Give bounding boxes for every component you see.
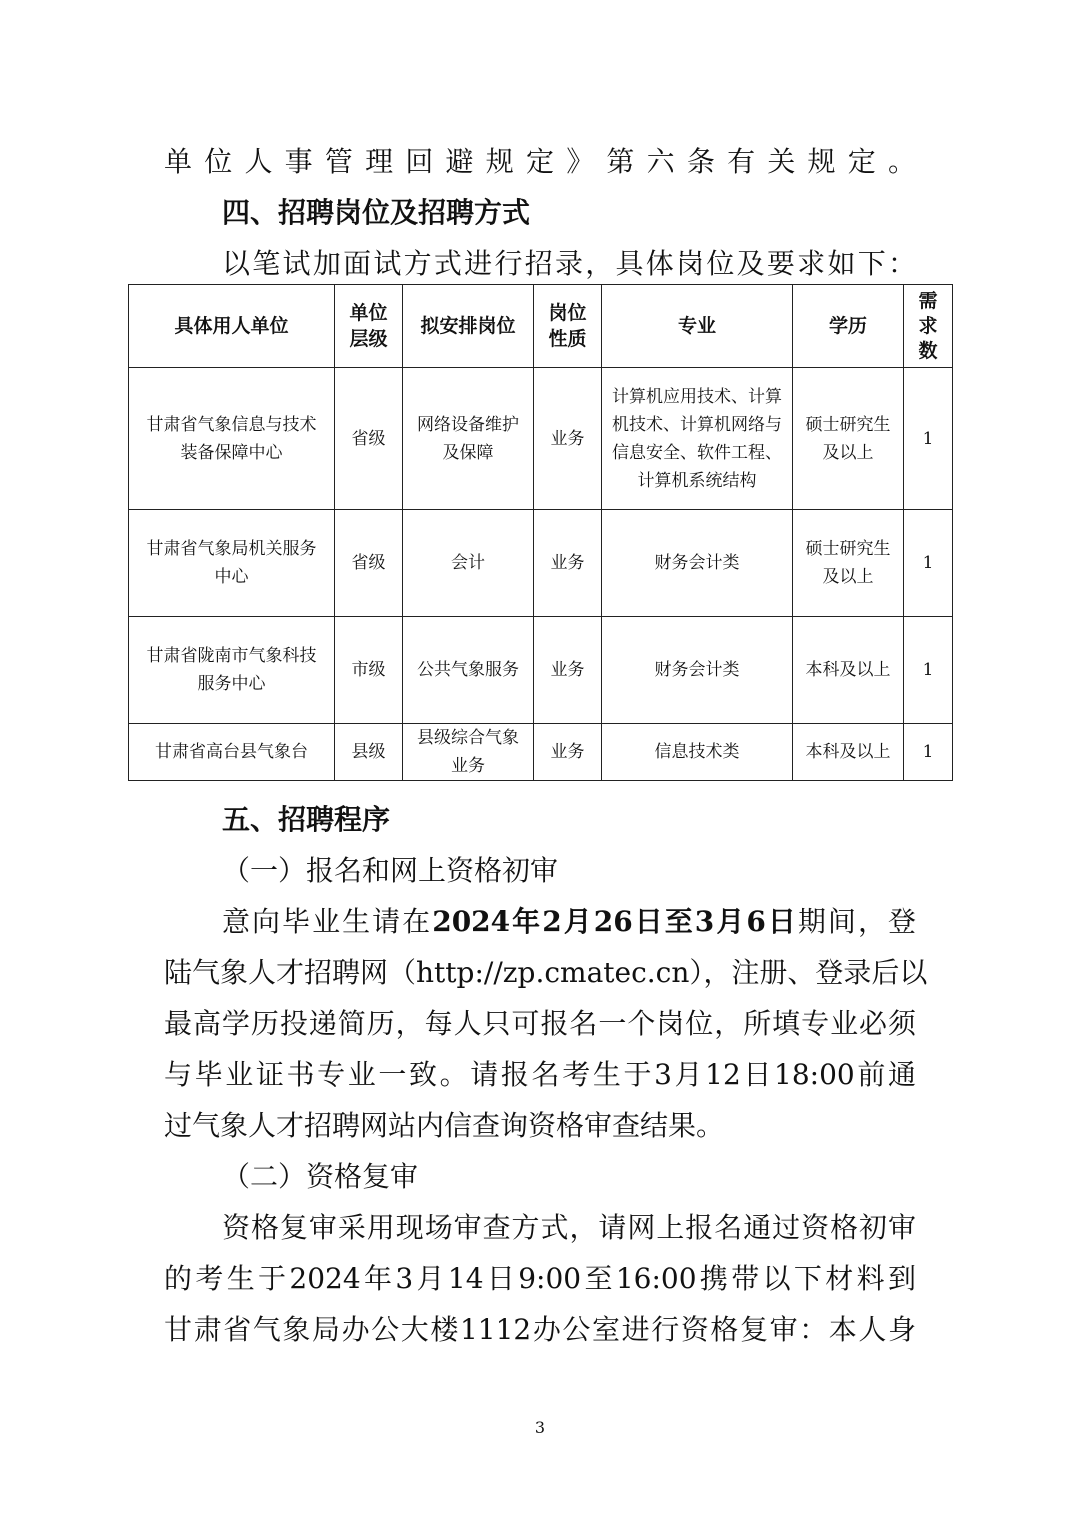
header-post: 拟安排岗位 bbox=[403, 285, 534, 368]
cell-level: 省级 bbox=[335, 510, 403, 617]
cell-nature: 业务 bbox=[534, 617, 602, 724]
registration-period: 2024年2月26日至3月6日 bbox=[432, 905, 798, 938]
section-5-heading: 五、招聘程序 bbox=[222, 803, 391, 836]
cell-unit: 甘肃省气象信息与技术装备保障中心 bbox=[129, 368, 335, 510]
cell-count: 1 bbox=[904, 617, 953, 724]
cell-post: 公共气象服务 bbox=[403, 617, 534, 724]
paragraph-line: 单位人事管理回避规定》第六条有关规定。 bbox=[164, 145, 916, 178]
paragraph-line: 甘肃省气象局办公大楼1112办公室进行资格复审：本人身 bbox=[164, 1313, 916, 1346]
cell-major: 计算机应用技术、计算机技术、计算机网络与信息安全、软件工程、计算机系统结构 bbox=[602, 368, 793, 510]
header-level: 单位层级 bbox=[335, 285, 403, 368]
section-4-heading: 四、招聘岗位及招聘方式 bbox=[222, 196, 531, 229]
paragraph-line: 资格复审采用现场审查方式，请网上报名通过资格初审 bbox=[222, 1211, 916, 1244]
table-row bbox=[129, 510, 953, 617]
table-header-row bbox=[129, 285, 953, 368]
text-segment: 期间，登 bbox=[797, 905, 916, 938]
cell-post: 网络设备维护及保障 bbox=[403, 368, 534, 510]
header-major: 专业 bbox=[602, 285, 793, 368]
cell-education: 本科及以上 bbox=[793, 617, 904, 724]
page-number: 3 bbox=[534, 1418, 546, 1437]
positions-table bbox=[128, 284, 953, 781]
section-4-lead: 以笔试加面试方式进行招录，具体岗位及要求如下： bbox=[222, 247, 916, 280]
cell-unit: 甘肃省陇南市气象科技服务中心 bbox=[129, 617, 335, 724]
cell-education: 硕士研究生及以上 bbox=[793, 368, 904, 510]
cell-level: 市级 bbox=[335, 617, 403, 724]
cell-nature: 业务 bbox=[534, 724, 602, 781]
table-row bbox=[129, 617, 953, 724]
cell-major: 财务会计类 bbox=[602, 617, 793, 724]
paragraph-line: 的考生于2024年3月14日9:00至16:00携带以下材料到 bbox=[164, 1262, 916, 1295]
header-count: 需求数 bbox=[904, 285, 953, 368]
cell-unit: 甘肃省高台县气象台 bbox=[129, 724, 335, 781]
cell-major: 财务会计类 bbox=[602, 510, 793, 617]
header-nature: 岗位性质 bbox=[534, 285, 602, 368]
table-row bbox=[129, 368, 953, 510]
cell-nature: 业务 bbox=[534, 368, 602, 510]
cell-count: 1 bbox=[904, 368, 953, 510]
text-segment: 意向毕业生请在 bbox=[222, 905, 433, 938]
cell-post: 县级综合气象业务 bbox=[403, 724, 534, 781]
cell-education: 本科及以上 bbox=[793, 724, 904, 781]
cell-nature: 业务 bbox=[534, 510, 602, 617]
paragraph-line: 与毕业证书专业一致。请报名考生于3月12日18:00前通 bbox=[164, 1058, 916, 1091]
cell-level: 县级 bbox=[335, 724, 403, 781]
paragraph-line: 陆气象人才招聘网（http://zp.cmatec.cn），注册、登录后以 bbox=[164, 956, 928, 989]
paragraph-line bbox=[222, 905, 916, 939]
header-education: 学历 bbox=[793, 285, 904, 368]
header-unit: 具体用人单位 bbox=[129, 285, 335, 368]
subsection-2-title: （二）资格复审 bbox=[222, 1160, 419, 1193]
table-row bbox=[129, 724, 953, 781]
paragraph-line: 过气象人才招聘网站内信查询资格审查结果。 bbox=[164, 1109, 725, 1142]
cell-unit: 甘肃省气象局机关服务中心 bbox=[129, 510, 335, 617]
paragraph-line: 最高学历投递简历，每人只可报名一个岗位，所填专业必须 bbox=[164, 1007, 916, 1040]
cell-level: 省级 bbox=[335, 368, 403, 510]
cell-count: 1 bbox=[904, 510, 953, 617]
subsection-1-title: （一）报名和网上资格初审 bbox=[222, 854, 559, 887]
cell-count: 1 bbox=[904, 724, 953, 781]
cell-education: 硕士研究生及以上 bbox=[793, 510, 904, 617]
cell-major: 信息技术类 bbox=[602, 724, 793, 781]
cell-post: 会计 bbox=[403, 510, 534, 617]
